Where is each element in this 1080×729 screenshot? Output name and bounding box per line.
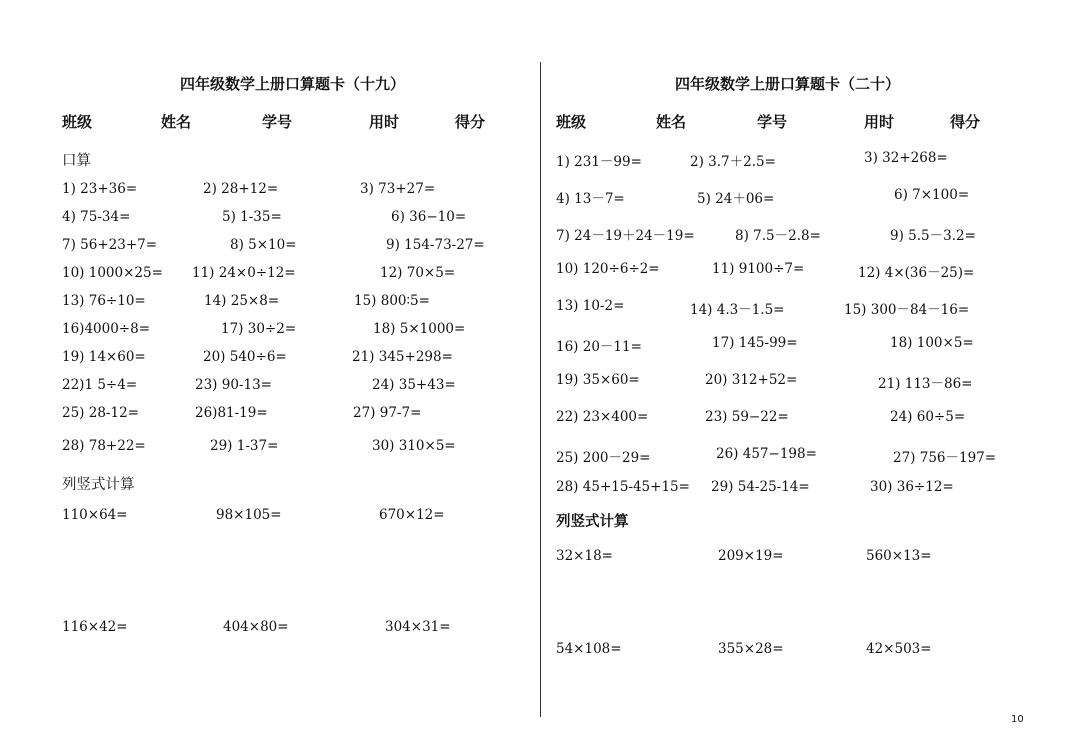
problem: 30) 310×5=: [372, 438, 456, 454]
problem: 9) 5.5－3.2=: [890, 228, 976, 244]
problem: 24) 60÷5=: [890, 409, 966, 425]
problem: 13) 76÷10=: [62, 293, 146, 309]
problem: 29) 54-25-14=: [711, 479, 810, 495]
problem: 1) 23+36=: [62, 181, 138, 197]
problem: 15) 800∶5=: [354, 293, 430, 309]
card-right: [542, 0, 1080, 729]
problem: 15) 300－84－16=: [844, 302, 970, 318]
problem: 29) 1-37=: [210, 438, 279, 454]
problem: 26) 457−198=: [716, 446, 817, 462]
problem: 7) 24－19＋24－19=: [556, 228, 695, 244]
problem: 10) 1000×25=: [62, 265, 163, 281]
header-score-label: 得分: [950, 113, 981, 131]
vertical-problem: 670×12=: [379, 507, 445, 523]
problem: 19) 35×60=: [556, 372, 640, 388]
card-title: 四年级数学上册口算题卡（十九）: [180, 75, 406, 93]
problem: 24) 35+43=: [372, 377, 456, 393]
header-name-label: 姓名: [161, 113, 192, 131]
problem: 11) 24×0÷12=: [192, 265, 296, 281]
problem: 10) 120÷6÷2=: [556, 261, 660, 277]
problem: 21) 113－86=: [878, 376, 973, 392]
vertical-problem: 54×108=: [556, 641, 622, 657]
problem: 19) 14×60=: [62, 349, 146, 365]
vertical-problem: 560×13=: [866, 548, 932, 564]
problem: 8) 5×10=: [230, 237, 297, 253]
problem: 18) 5×1000=: [373, 321, 466, 337]
problem: 14) 25×8=: [204, 293, 280, 309]
header-time-label: 用时: [864, 113, 895, 131]
problem: 5) 24＋06=: [697, 191, 775, 207]
problem: 17) 145-99=: [712, 335, 798, 351]
problem: 27) 97-7=: [353, 405, 422, 421]
section-vertical-label: 列竖式计算: [556, 513, 629, 530]
problem: 2) 3.7＋2.5=: [690, 154, 776, 170]
problem: 7) 56+23+7=: [62, 237, 158, 253]
problem: 11) 9100÷7=: [712, 261, 805, 277]
header-name-label: 姓名: [656, 113, 687, 131]
problem: 4) 75-34=: [62, 209, 131, 225]
problem: 4) 13－7=: [556, 191, 625, 207]
problem: 16) 20－11=: [556, 339, 642, 355]
problem: 25) 28-12=: [62, 405, 139, 421]
header-number-label: 学号: [262, 113, 293, 131]
section-oral-label: 口算: [62, 153, 91, 169]
problem: 5) 1-35=: [222, 209, 282, 225]
problem: 20) 540÷6=: [203, 349, 287, 365]
problem: 22)1 5÷4=: [62, 377, 138, 393]
problem: 21) 345+298=: [352, 349, 453, 365]
problem: 13) 10-2=: [556, 298, 625, 314]
problem: 14) 4.3－1.5=: [690, 302, 785, 318]
problem: 6) 36−10=: [391, 209, 467, 225]
header-class-label: 班级: [556, 113, 587, 131]
problem: 6) 7×100=: [894, 187, 970, 203]
problem: 27) 756－197=: [893, 450, 997, 466]
problem: 26)81-19=: [195, 405, 268, 421]
problem: 22) 23×400=: [556, 409, 649, 425]
problem: 3) 73+27=: [360, 181, 436, 197]
vertical-problem: 404×80=: [223, 619, 289, 635]
problem: 28) 45+15-45+15=: [556, 479, 690, 495]
problem: 2) 28+12=: [203, 181, 279, 197]
vertical-problem: 110×64=: [62, 507, 128, 523]
card-title: 四年级数学上册口算题卡（二十）: [675, 75, 901, 93]
header-score-label: 得分: [455, 113, 486, 131]
problem: 1) 231－99=: [556, 154, 642, 170]
problem: 12) 4×(36－25)=: [858, 265, 975, 281]
problem: 28) 78+22=: [62, 438, 146, 454]
problem: 16)4000÷8=: [62, 321, 151, 337]
vertical-problem: 42×503=: [866, 641, 932, 657]
vertical-problem: 304×31=: [385, 619, 451, 635]
problem: 23) 90-13=: [195, 377, 272, 393]
problem: 12) 70×5=: [380, 265, 456, 281]
header-class-label: 班级: [62, 113, 93, 131]
vertical-problem: 355×28=: [718, 641, 784, 657]
vertical-problem: 209×19=: [718, 548, 784, 564]
center-divider: [540, 62, 541, 717]
problem: 3) 32+268=: [864, 150, 948, 166]
problem: 17) 30÷2=: [221, 321, 297, 337]
page-number: 10: [1011, 714, 1024, 725]
problem: 18) 100×5=: [890, 335, 974, 351]
problem: 25) 200－29=: [556, 450, 651, 466]
vertical-problem: 116×42=: [62, 619, 128, 635]
problem: 23) 59−22=: [705, 409, 789, 425]
problem: 30) 36÷12=: [870, 479, 954, 495]
problem: 9) 154-73-27=: [386, 237, 485, 253]
header-number-label: 学号: [757, 113, 788, 131]
problem: 20) 312+52=: [705, 372, 798, 388]
vertical-problem: 32×18=: [556, 548, 613, 564]
vertical-problem: 98×105=: [216, 507, 282, 523]
section-vertical-label: 列竖式计算: [62, 477, 135, 493]
header-time-label: 用时: [369, 113, 400, 131]
problem: 8) 7.5－2.8=: [735, 228, 821, 244]
